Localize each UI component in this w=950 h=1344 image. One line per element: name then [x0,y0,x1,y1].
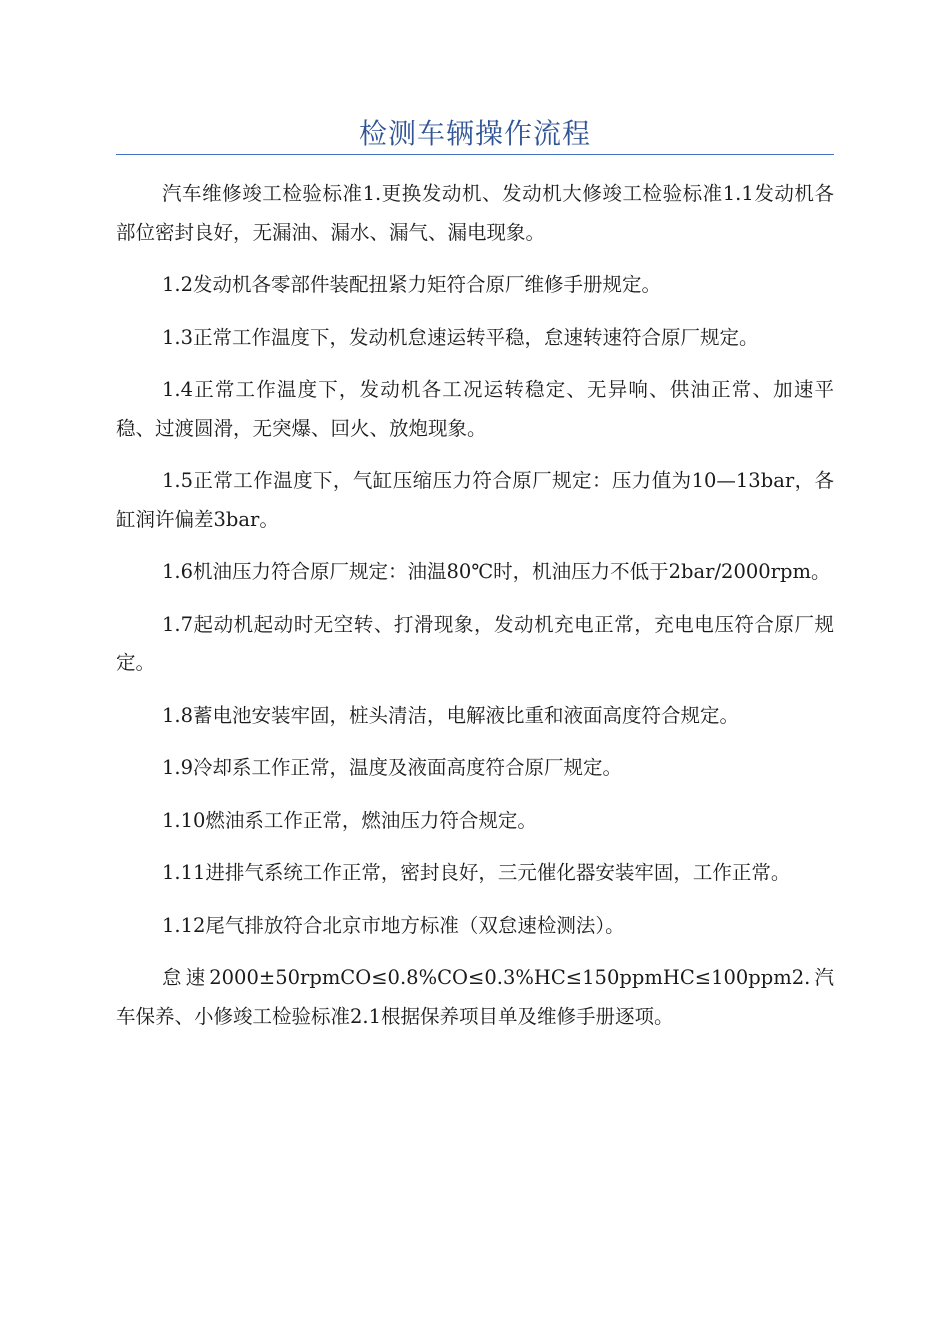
document-body [116,175,834,1050]
paragraph: 1.10燃油系工作正常，燃油压力符合规定。 [162,808,537,832]
paragraph: 汽车维修竣工检验标准1.更换发动机、发动机大修竣工检验标准1.1发动机各部位密封良好，无漏油、漏水、漏气、漏电现象。 [116,182,834,244]
title-underline [116,154,834,155]
paragraph: 1.7起动机起动时无空转、打滑现象，发动机充电正常，充电电压符合原厂规定。 [116,612,834,674]
paragraph: 1.9冷却系工作正常，温度及液面高度符合原厂规定。 [162,756,623,779]
paragraph: 怠速2000±50rpmCO≤0.8%CO≤0.3%HC≤150ppmHC≤100ppm2.汽车保养、小修竣工检验标准2.1根据保养项目单及维修手册逐项。 [116,966,834,1028]
paragraph: 1.5正常工作温度下，气缸压缩压力符合原厂规定：压力值为10—13bar，各缸润许偏差3bar。 [116,469,834,531]
paragraph: 1.6机油压力符合原厂规定：油温80℃时，机油压力不低于2bar/2000rpm。 [162,560,831,583]
document-title: 检测车辆操作流程 [358,117,591,150]
paragraph: 1.4正常工作温度下，发动机各工况运转稳定、无异响、供油正常、加速平稳、过渡圆滑，无突爆、回火、放炮现象。 [116,378,834,440]
paragraph: 1.2发动机各零部件装配扭紧力矩符合原厂维修手册规定。 [162,273,662,296]
paragraph: 1.12尾气排放符合北京市地方标准（双怠速检测法）。 [162,913,625,937]
paragraph: 1.11进排气系统工作正常，密封良好，三元催化器安装牢固，工作正常。 [162,861,791,884]
paragraph: 1.3正常工作温度下，发动机怠速运转平稳，怠速转速符合原厂规定。 [162,325,759,349]
paragraph: 1.8蓄电池安装牢固，桩头清洁，电解液比重和液面高度符合规定。 [162,703,740,727]
